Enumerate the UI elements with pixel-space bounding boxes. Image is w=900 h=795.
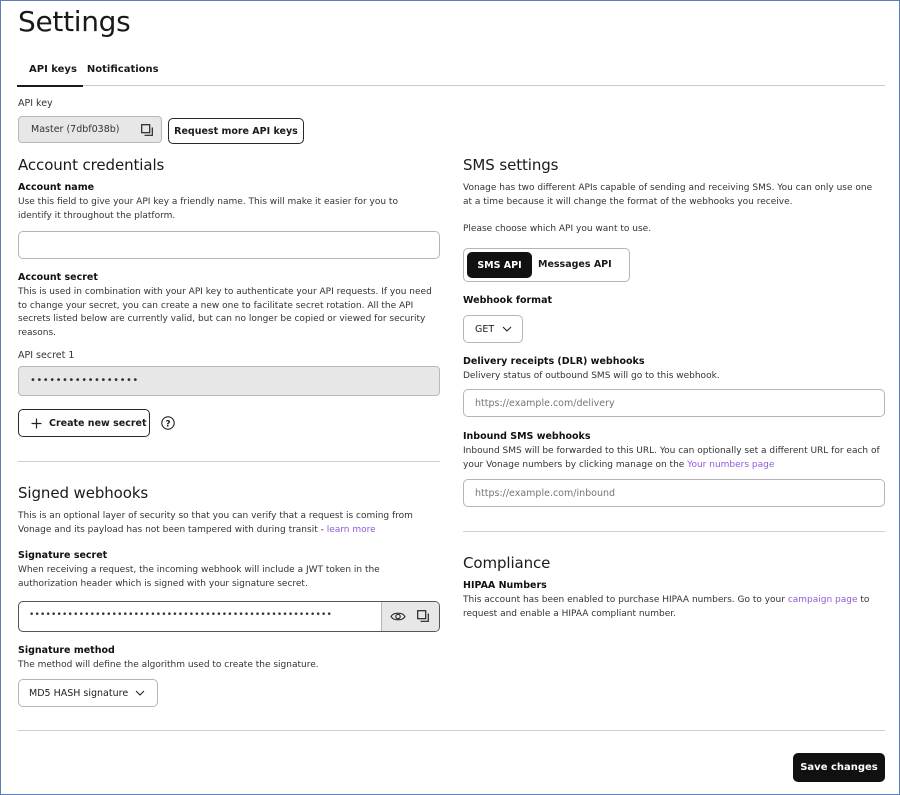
api-toggle: [463, 248, 630, 282]
dlr-webhooks-description: Delivery status of outbound SMS will go to this webhook.: [463, 371, 720, 381]
signature-method-value: MD5 HASH signature: [29, 687, 129, 699]
account-secret-label: Account secret: [18, 272, 98, 283]
page-title: Settings: [18, 5, 131, 38]
help-icon[interactable]: [161, 416, 175, 430]
your-numbers-link[interactable]: Your numbers page: [687, 459, 775, 470]
hipaa-numbers-label: HIPAA Numbers: [463, 580, 547, 591]
signature-secret-description: When receiving a request, the incoming webhook will include a JWT token in the authorization header which is signed with your signature secret.: [18, 565, 380, 589]
compliance-heading: Compliance: [463, 554, 551, 572]
signature-secret-field[interactable]: [18, 601, 440, 632]
signed-webhooks-heading: Signed webhooks: [18, 484, 149, 502]
api-secret-field: [18, 366, 440, 396]
hipaa-description: This account has been enabled to purchase HIPAA numbers. Go to your campaign page to request and enable a HIPAA compliant number.: [463, 595, 870, 619]
save-changes-button[interactable]: Save changes: [793, 753, 885, 782]
svg-text:?: ?: [165, 419, 171, 430]
eye-icon[interactable]: [390, 610, 406, 623]
footer-divider: [18, 730, 885, 731]
messages-api-option[interactable]: Messages API: [538, 259, 612, 270]
tab-bar: [17, 63, 885, 86]
webhook-format-value: GET: [475, 323, 495, 335]
sms-settings-description: Vonage has two different APIs capable of sending and receiving SMS. You can only use one at a time because it will change the format of the webhooks you receive.: [463, 183, 873, 207]
campaign-page-link[interactable]: campaign page: [787, 595, 858, 605]
divider: [18, 461, 440, 462]
choose-api-text: Please choose which API you want to use.: [463, 224, 652, 234]
sms-settings-heading: SMS settings: [463, 156, 559, 174]
account-name-input[interactable]: [18, 231, 440, 259]
signature-method-description: The method will define the algorithm used to create the signature.: [18, 660, 319, 670]
tab-api-keys[interactable]: API keys: [17, 63, 83, 86]
plus-icon: [31, 418, 42, 429]
inbound-webhooks-description: Inbound SMS will be forwarded to this URL. You can optionally set a different URL for each of your Vonage numbers by clicking manage on the Your numbers page: [463, 446, 880, 470]
account-secret-description: This is used in combination with your API key to authenticate your API requests. If you need to change your secret, you can create a new one to facilitate secret rotation. All the API secrets listed below are currently valid, but can no longer be copied or viewed for security reasons.: [18, 287, 432, 338]
sms-api-option[interactable]: SMS API: [467, 252, 532, 278]
api-key-value: Master (7dbf038b): [31, 124, 120, 135]
inbound-webhook-input[interactable]: [463, 479, 885, 507]
learn-more-link[interactable]: learn more: [326, 524, 376, 535]
divider: [463, 531, 885, 532]
signature-secret-actions: [381, 602, 439, 631]
dlr-webhooks-label: Delivery receipts (DLR) webhooks: [463, 356, 645, 367]
signature-secret-label: Signature secret: [18, 550, 108, 561]
api-secret-value: •••••••••••••••••: [30, 375, 139, 386]
chevron-down-icon: [135, 690, 145, 696]
signature-method-select[interactable]: [18, 679, 158, 707]
copy-icon[interactable]: [141, 124, 153, 136]
inbound-webhooks-label: Inbound SMS webhooks: [463, 431, 591, 442]
api-secret-label: API secret 1: [18, 350, 75, 361]
webhook-format-select[interactable]: [463, 315, 523, 343]
signature-secret-value: •••••••••••••••••••••••••••••••••••••••••••••••••••••••: [29, 610, 332, 620]
chevron-down-icon: [502, 326, 512, 332]
signature-method-label: Signature method: [18, 645, 115, 656]
api-key-field: [18, 116, 162, 143]
copy-icon[interactable]: [417, 610, 429, 622]
account-credentials-heading: Account credentials: [18, 156, 165, 174]
api-key-label: API key: [18, 98, 53, 109]
create-new-secret-button[interactable]: [18, 409, 150, 437]
tab-notifications[interactable]: Notifications: [86, 64, 159, 75]
webhook-format-label: Webhook format: [463, 295, 553, 306]
request-api-keys-button[interactable]: Request more API keys: [168, 118, 304, 144]
signed-webhooks-description: This is an optional layer of security so that you can verify that a request is coming from Vonage and its payload has not been tampered with during transit - learn more: [18, 511, 413, 535]
dlr-webhook-input[interactable]: [463, 389, 885, 417]
create-new-secret-label: Create new secret: [49, 417, 147, 429]
account-name-description: Use this field to give your API key a friendly name. This will make it easier for you to identify it throughout the platform.: [18, 197, 398, 221]
account-name-label: Account name: [18, 182, 95, 193]
